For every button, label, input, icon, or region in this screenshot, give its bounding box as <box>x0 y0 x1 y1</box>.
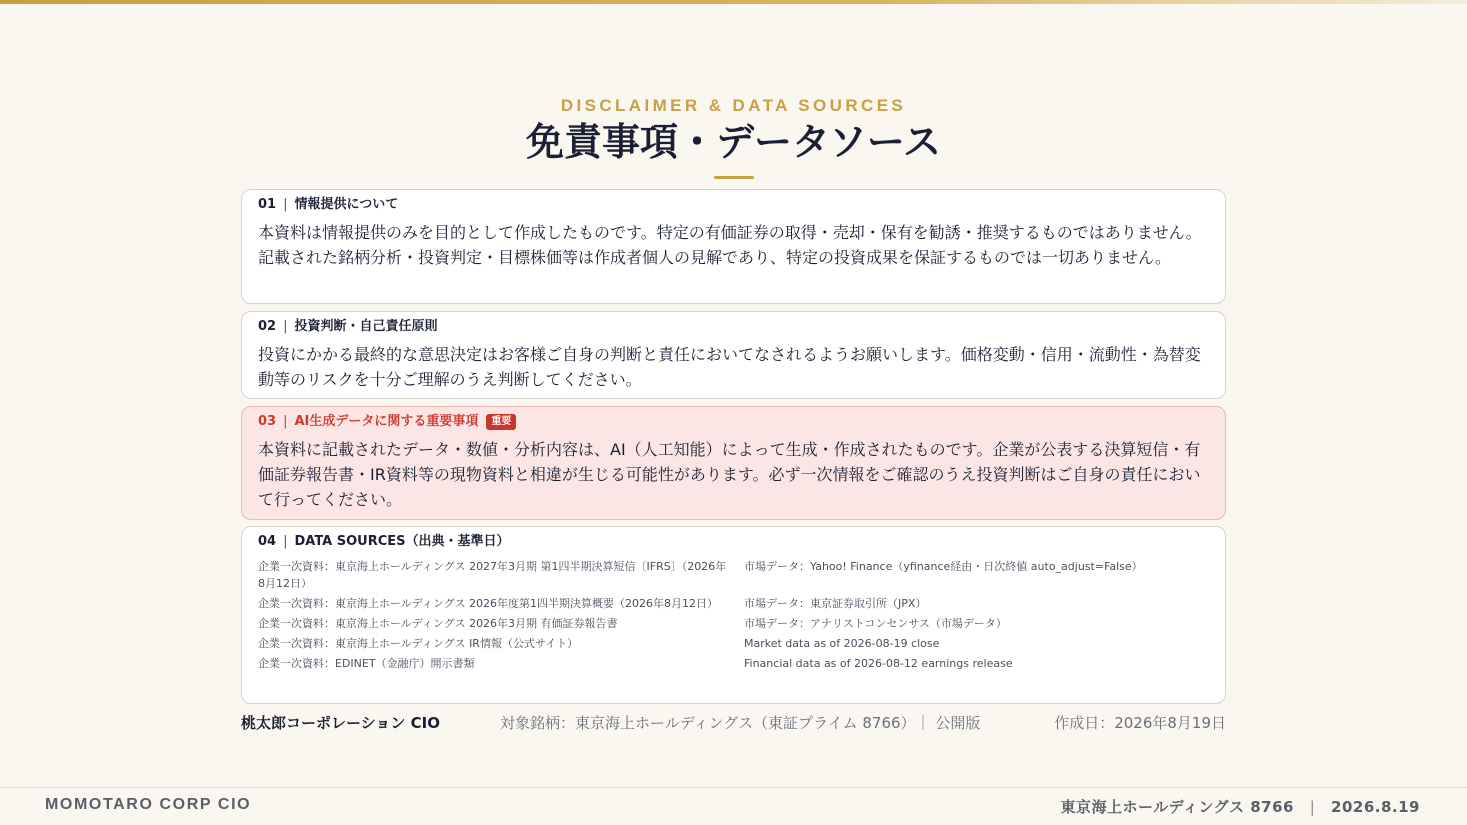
source-item: 企業一次資料：東京海上ホールディングス 2026年度第1四半期決算概要（2026年8月12日） <box>258 597 719 610</box>
page-header <box>0 96 1467 179</box>
source-item: 市場データ：アナリストコンセンサス（市場データ） <box>744 617 1007 630</box>
section-separator: | <box>283 414 288 429</box>
source-item: 市場データ：東京証券取引所（JPX） <box>744 597 927 610</box>
brand-label: MOMOTARO CORP CIO <box>45 796 252 813</box>
eyebrow-label: DISCLAIMER & DATA SOURCES <box>560 96 907 115</box>
section-number: 02 <box>258 319 277 334</box>
target-security: 対象銘柄：東京海上ホールディングス（東証プライム 8766）｜ 公開版 <box>500 714 981 732</box>
source-item: 企業一次資料：EDINET（金融庁）開示書類 <box>258 657 475 670</box>
section-heading <box>258 318 1209 335</box>
section-heading <box>258 533 1209 550</box>
page-title: 免責事項・データソース <box>526 120 941 164</box>
title-underline <box>714 176 754 179</box>
section-separator: | <box>283 197 288 212</box>
section-separator: | <box>283 319 288 334</box>
source-item: 市場データ：Yahoo! Finance（yfinance経由・日次終値 auto_adjust=False） <box>744 560 1143 573</box>
important-badge: 重要 <box>486 414 516 430</box>
top-accent-bar <box>0 0 1467 4</box>
section-card-03-warning <box>241 406 1226 520</box>
section-title: DATA SOURCES（出典・基準日） <box>294 534 510 549</box>
section-number: 04 <box>258 534 277 549</box>
created-date: 作成日：2026年8月19日 <box>1054 714 1226 732</box>
section-body: 投資にかかる最終的な意思決定はお客様ご自身の判断と責任においてなされるようお願いします。価格変動・信用・流動性・為替変動等のリスクを十分ご理解のうえ判断してください。 <box>258 345 1201 389</box>
section-heading <box>258 413 1209 430</box>
section-number: 03 <box>258 414 277 429</box>
source-item: 企業一次資料：東京海上ホールディングス 2027年3月期 第1四半期決算短信〔IFRS〕（2026年8月12日） <box>258 560 727 590</box>
bottom-divider <box>0 787 1467 788</box>
section-card-02 <box>241 311 1226 399</box>
source-item: 企業一次資料：東京海上ホールディングス 2026年3月期 有価証券報告書 <box>258 617 618 630</box>
section-title: 投資判断・自己責任原則 <box>294 319 438 334</box>
section-title: AI生成データに関する重要事項 <box>294 414 479 429</box>
section-heading <box>258 196 1209 213</box>
source-item: Financial data as of 2026-08-12 earnings release <box>744 657 1013 670</box>
author-org: 桃太郎コーポレーション CIO <box>241 714 440 732</box>
source-item: 企業一次資料：東京海上ホールディングス IR情報（公式サイト） <box>258 637 579 650</box>
section-body: 本資料に記載されたデータ・数値・分析内容は、AI（人工知能）によって生成・作成されたものです。企業が公表する決算短信・有価証券報告書・IR資料等の現物資料と相違が生じる可能性があります。必ず一次情報をご確認のうえ投資判断はご自身の責任において行ってください。 <box>258 440 1201 509</box>
section-number: 01 <box>258 197 277 212</box>
source-item: Market data as of 2026-08-19 close <box>744 637 940 650</box>
page-date: 2026.8.19 <box>1331 798 1420 816</box>
section-card-04-sources <box>241 526 1226 704</box>
section-body: 本資料は情報提供のみを目的として作成したものです。特定の有価証券の取得・売却・保有を勧誘・推奨するものではありません。記載された銘柄分析・投資判定・目標株価等は作成者個人の見解であり、特定の投資成果を保証するものでは一切ありません。 <box>258 223 1202 267</box>
page-meta <box>1060 796 1420 817</box>
sources-grid <box>258 558 1209 672</box>
document-footer <box>241 712 1226 734</box>
section-title: 情報提供について <box>294 197 399 212</box>
section-card-01 <box>241 189 1226 304</box>
company-ticker: 東京海上ホールディングス 8766 <box>1060 798 1294 816</box>
section-separator: | <box>283 534 288 549</box>
meta-separator: | <box>1309 798 1316 816</box>
